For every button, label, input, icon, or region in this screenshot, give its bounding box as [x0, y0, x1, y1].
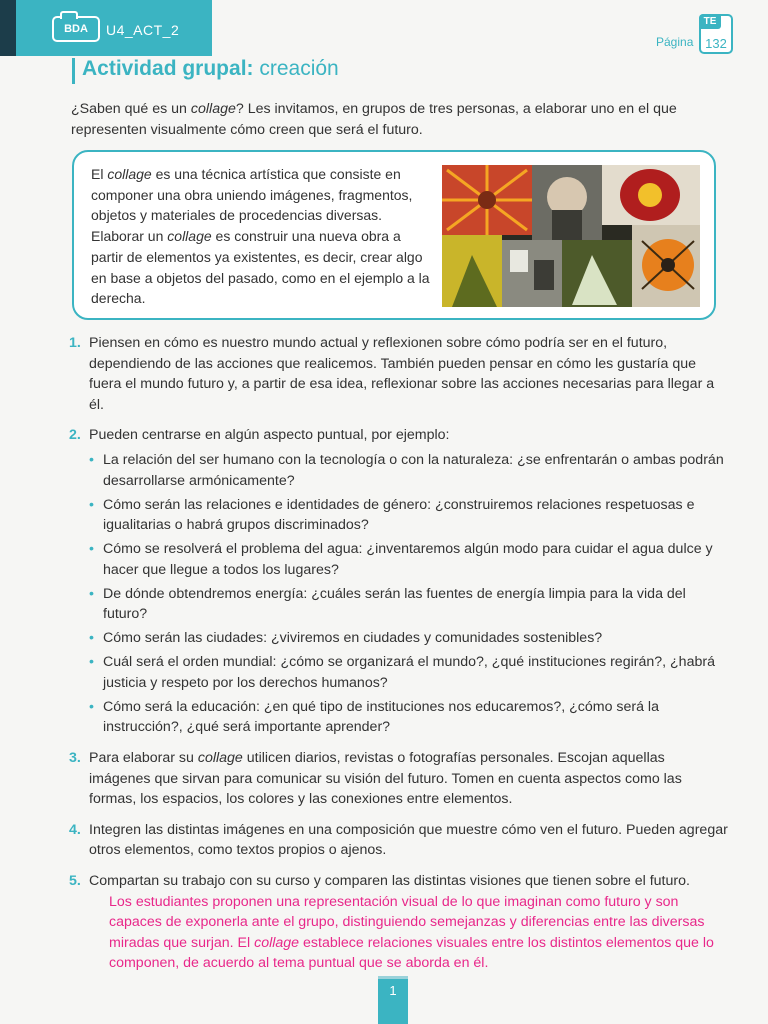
step-4 — [69, 820, 729, 861]
bda-folder-icon[interactable]: BDA — [52, 16, 100, 42]
list-item: • Cuál será el orden mundial: ¿cómo se organizará el mundo?, ¿qué instituciones regirán?, ¿habrá justicia y respeto por los derechos humanos? — [89, 654, 715, 691]
definition-text: El collage es una técnica artística que consiste en componer una obra uniendo imágenes, fragmentos, objetos y materiales de procedencias diversas. Elaborar un collage es construir una nueva obra a partir de elementos ya existentes, es decir, crear algo en base a objetos del pasado, como en el ejemplo a la derecha. — [91, 166, 430, 307]
bullet-icon: • — [89, 630, 94, 647]
bullet-icon: • — [89, 451, 94, 468]
step-text: Integren las distintas imágenes en una composición que muestre cómo ven el futuro. Pueden agregar otros elementos, como textos propios o ajenos. — [89, 821, 728, 859]
bullet-icon: • — [89, 654, 94, 671]
list-item: • Cómo serán las ciudades: ¿viviremos en ciudades y comunidades sostenibles? — [89, 628, 729, 649]
step-number: 4. — [69, 821, 81, 838]
top-bar — [0, 0, 768, 56]
page-label: Página — [656, 35, 694, 49]
page-number: 132 — [705, 36, 727, 51]
page-book-icon[interactable] — [699, 14, 733, 54]
step-1 — [69, 333, 729, 415]
step-text: Piensen en cómo es nuestro mundo actual y reflexionen sobre cómo podría ser en el futuro, dependiendo de las acciones que realicemos. También pueden pensar en cómo les gustaría que fuera el mundo futuro y, a partir de esa idea, reflexionar sobre las acciones necesarias para llegar a él. — [89, 335, 715, 413]
list-item: • La relación del ser humano con la tecnología o con la naturaleza: ¿se enfrentarán o ambas podrán desarrollarse armónicamente? — [89, 451, 724, 489]
page-tag: TE — [699, 14, 721, 29]
activity-code: U4_ACT_2 — [106, 22, 180, 38]
step-text: Compartan su trabajo con su curso y comparen las distintas visiones que tienen sobre el futuro. — [89, 873, 690, 889]
list-item: • De dónde obtendremos energía: ¿cuáles serán las fuentes de energía limpia para la vida del futuro? — [89, 585, 686, 623]
list-item: • Cómo será la educación: ¿en qué tipo de instituciones nos educaremos?, ¿cómo será la instrucción?, ¿qué será importante aprender? — [89, 698, 659, 736]
list-item: • Cómo se resolverá el problema del agua: ¿inventaremos algún modo para cuidar el agua dulce y hacer que llegue a todos los lugares? — [89, 541, 713, 578]
bullet-icon: • — [89, 541, 94, 558]
title-accent-bar — [72, 58, 75, 84]
step-3: 3. Para elaborar su collage utilicen diarios, revistas o fotografías personales. Escojan aquellas imágenes que sirvan para comunicar su visión del futuro. Tomen en cuenta aspectos como las formas, los espacios, los colores y las conexiones entre elementos. — [69, 750, 682, 808]
teacher-answer: Los estudiantes proponen una representación visual de lo que imaginan como futuro y son capaces de exponerla ante el grupo, distinguiendo semejanzas y diferencias entre las diversas miradas que surjan. El collage establece relaciones visuales entre los distintos elementos que lo componen, de acuerdo al tema puntual que se aborda en él. — [109, 893, 714, 972]
page-title: Actividad grupal: creación — [82, 57, 339, 80]
page-footer-tab — [378, 976, 408, 1024]
bullet-icon: • — [89, 585, 94, 602]
topic-list — [89, 450, 729, 738]
step-number: 1. — [69, 335, 81, 351]
step-text: Pueden centrarse en algún aspecto puntual, por ejemplo: — [89, 427, 450, 444]
header-strip — [0, 0, 16, 56]
bullet-icon: • — [89, 698, 94, 715]
bullet-icon: • — [89, 496, 94, 513]
step-number: 5. — [69, 873, 81, 889]
definition-box — [72, 150, 716, 320]
activity-steps — [69, 333, 729, 984]
list-item: • Cómo serán las relaciones e identidades de género: ¿construiremos relaciones respetuosas e igualitarias o habrá grupos discriminados? — [89, 496, 695, 534]
step-number: 2. — [69, 427, 81, 444]
intro-paragraph: ¿Saben qué es un collage? Les invitamos, en grupos de tres personas, a elaborar uno en el que representen visualmente cómo creen que será el futuro. — [71, 101, 677, 138]
step-number: 3. — [69, 750, 81, 767]
step-2 — [69, 425, 729, 738]
collage-example-image — [442, 165, 700, 307]
step-5 — [69, 871, 729, 974]
footer-page-number: 1 — [389, 983, 397, 998]
